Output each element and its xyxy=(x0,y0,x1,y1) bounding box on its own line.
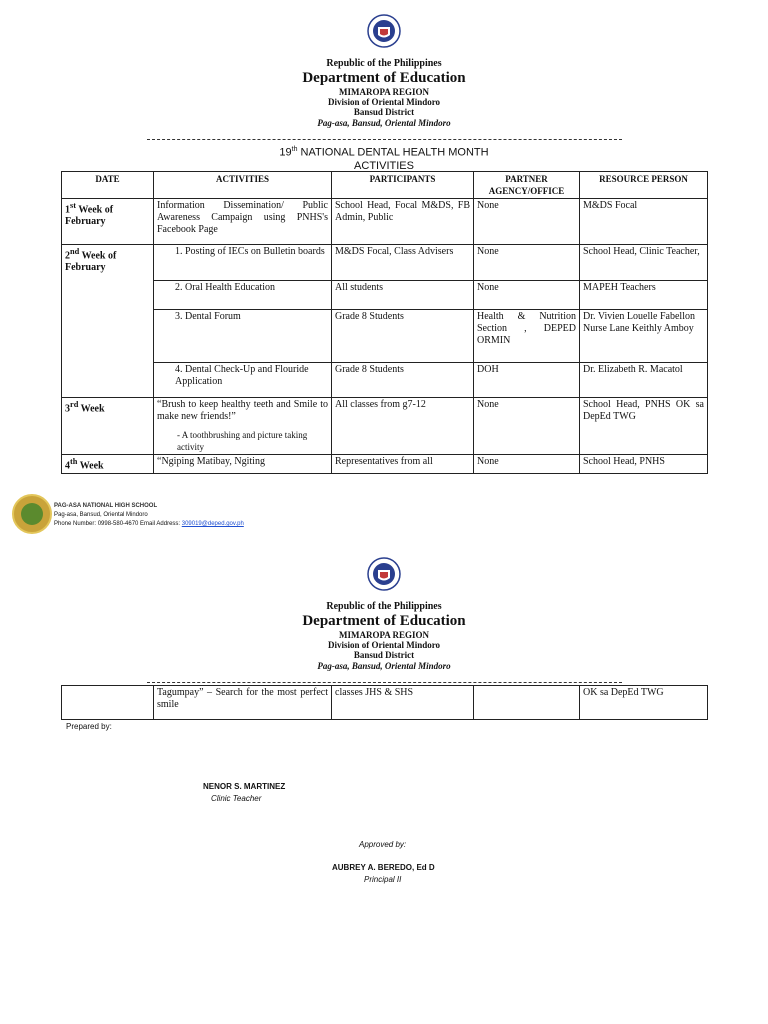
region-text: MIMAROPA REGION xyxy=(338,629,430,640)
school-address: Pag-asa, Bansud, Oriental Mindoro xyxy=(54,512,148,518)
division-text: Division of Oriental Mindoro xyxy=(327,640,441,651)
title-line2: ACTIVITIES xyxy=(354,159,414,172)
prepared-by-label: Prepared by: xyxy=(66,722,112,731)
department-title: Department of Education xyxy=(302,612,466,629)
region-text: MIMAROPA REGION xyxy=(338,86,430,97)
date-cell xyxy=(62,686,154,720)
participants-cell: All classes from g7-12 xyxy=(332,398,474,455)
resource-cell: School Head, PNHS OK sa DepEd TWG xyxy=(580,398,708,455)
date-rest: Week of February xyxy=(65,250,117,274)
partner-cell: None xyxy=(474,199,580,245)
title-number: 19 xyxy=(279,146,292,159)
resource-cell: OK sa DepEd TWG xyxy=(580,686,708,720)
table-row xyxy=(62,398,708,455)
activity-cell xyxy=(154,281,332,310)
activity-cell xyxy=(154,398,332,455)
division-text: Division of Oriental Mindoro xyxy=(327,97,441,108)
activity-cell xyxy=(154,363,332,398)
activities-table xyxy=(61,171,708,474)
activity-list-item: 2. Oral Health Education xyxy=(175,282,275,293)
activity-cell xyxy=(154,245,332,281)
participants-cell: All students xyxy=(332,281,474,310)
school-contact xyxy=(54,520,244,529)
activity-text: “Brush to keep healthy teeth and Smile to make new friends!” xyxy=(157,399,328,422)
document-title xyxy=(0,143,768,173)
date-rest: Week xyxy=(78,403,105,415)
date-rest: Week of February xyxy=(65,204,114,228)
preparer-title: Clinic Teacher xyxy=(211,794,262,803)
resource-cell: M&DS Focal xyxy=(580,199,708,245)
date-rest: Week xyxy=(77,460,104,472)
activity-list-item: 1. Posting of IECs on Bulletin boards xyxy=(175,246,325,257)
col-header-participants: PARTICIPANTS xyxy=(332,172,474,199)
date-num: 4 xyxy=(65,460,70,472)
activity-sub-item: - A toothbrushing and picture taking activity xyxy=(177,430,308,452)
date-sup: nd xyxy=(70,247,80,256)
republic-text: Republic of the Philippines xyxy=(326,58,442,69)
col-header-date: DATE xyxy=(62,172,154,199)
partner-cell: DOH xyxy=(474,363,580,398)
date-sup: th xyxy=(70,457,78,466)
partner-cell: None xyxy=(474,245,580,281)
table-header-row xyxy=(62,172,708,199)
resource-cell: Dr. Elizabeth R. Macatol xyxy=(580,363,708,398)
date-cell xyxy=(62,455,154,474)
school-name: PAG-ASA NATIONAL HIGH SCHOOL xyxy=(54,503,158,509)
letterhead xyxy=(0,58,768,128)
partner-cell xyxy=(474,686,580,720)
date-num: 2 xyxy=(65,250,70,262)
activity-cell: Information Dissemination/ Public Awareness Campaign using PNHS's Facebook Page xyxy=(154,199,332,245)
participants-cell: classes JHS & SHS xyxy=(332,686,474,720)
title-sup: th xyxy=(291,146,298,153)
table-row xyxy=(62,281,708,310)
date-num: 3 xyxy=(65,403,70,415)
approver-name: AUBREY A. BEREDO, Ed D xyxy=(332,863,435,872)
resource-cell: School Head, PNHS xyxy=(580,455,708,474)
footer-text xyxy=(54,502,244,529)
date-sup: rd xyxy=(70,400,79,409)
deped-seal-icon xyxy=(367,557,401,591)
date-cell xyxy=(62,199,154,245)
date-cell xyxy=(62,245,154,398)
col-header-activities: ACTIVITIES xyxy=(154,172,332,199)
activity-cell: Tagumpay” – Search for the most perfect smile xyxy=(154,686,332,720)
table-row xyxy=(62,686,708,720)
department-title: Department of Education xyxy=(302,69,466,86)
date-cell xyxy=(62,398,154,455)
activities-table-continued xyxy=(61,685,708,720)
date-sup: st xyxy=(70,201,77,210)
letterhead xyxy=(0,601,768,671)
deped-seal-icon xyxy=(367,14,401,48)
activity-cell xyxy=(154,310,332,363)
partner-cell: Health & Nutrition Section , DEPED ORMIN xyxy=(474,310,580,363)
activity-cell: “Ngiping Matibay, Ngiting xyxy=(154,455,332,474)
table-row xyxy=(62,363,708,398)
table-row xyxy=(62,455,708,474)
header-divider xyxy=(147,682,622,683)
table-row xyxy=(62,310,708,363)
activity-list-item: 3. Dental Forum xyxy=(175,311,241,322)
col-header-resource: RESOURCE PERSON xyxy=(580,172,708,199)
date-num: 1 xyxy=(65,204,70,216)
title-text: NATIONAL DENTAL HEALTH MONTH xyxy=(297,146,489,159)
participants-cell: School Head, Focal M&DS, FB Admin, Public xyxy=(332,199,474,245)
header-divider xyxy=(147,139,622,140)
participants-cell: M&DS Focal, Class Advisers xyxy=(332,245,474,281)
address-text: Pag-asa, Bansud, Oriental Mindoro xyxy=(317,660,451,671)
activity-list-item: 4. Dental Check-Up and Flouride Application xyxy=(175,364,309,387)
participants-cell: Grade 8 Students xyxy=(332,363,474,398)
partner-cell: None xyxy=(474,398,580,455)
email-link[interactable]: 309019@deped.gov.ph xyxy=(181,521,244,527)
address-text: Pag-asa, Bansud, Oriental Mindoro xyxy=(317,117,451,128)
district-text: Bansud District xyxy=(353,650,415,661)
approver-title: Principal II xyxy=(364,875,402,884)
republic-text: Republic of the Philippines xyxy=(326,601,442,612)
table-row xyxy=(62,199,708,245)
partner-cell: None xyxy=(474,281,580,310)
preparer-name: NENOR S. MARTINEZ xyxy=(203,782,286,791)
school-logo-icon xyxy=(12,494,52,534)
participants-cell: Representatives from all xyxy=(332,455,474,474)
contact-text: Phone Number: 0998-580-4670 Email Address: xyxy=(54,521,182,527)
table-row xyxy=(62,245,708,281)
col-header-partner: PARTNER AGENCY/OFFICE xyxy=(474,172,580,199)
resource-cell: Dr. Vivien Louelle Fabellon Nurse Lane Keithly Amboy xyxy=(580,310,708,363)
approved-by-label: Approved by: xyxy=(359,840,407,849)
participants-cell: Grade 8 Students xyxy=(332,310,474,363)
district-text: Bansud District xyxy=(353,107,415,118)
partner-cell: None xyxy=(474,455,580,474)
resource-cell: School Head, Clinic Teacher, xyxy=(580,245,708,281)
resource-cell: MAPEH Teachers xyxy=(580,281,708,310)
